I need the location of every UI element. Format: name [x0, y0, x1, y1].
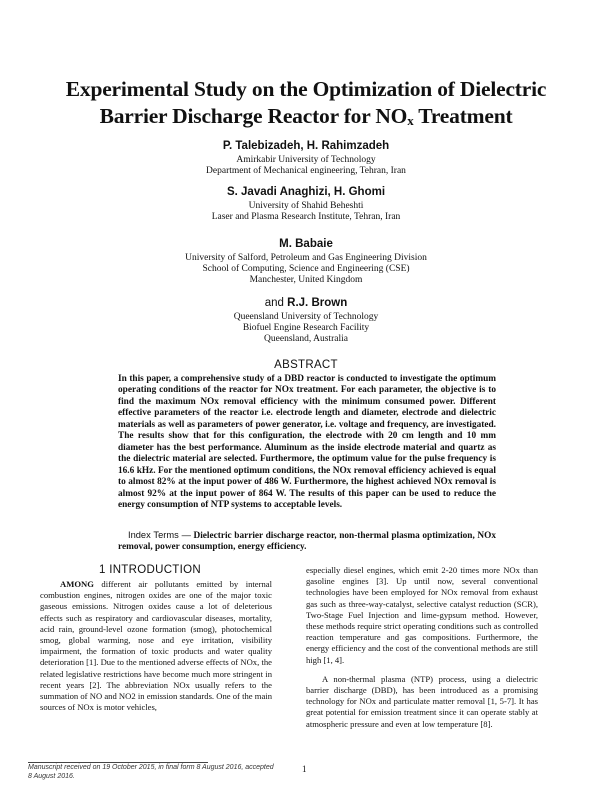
index-terms-label: Index Terms —: [128, 530, 191, 540]
paragraph: especially diesel engines, which emit 2-20 times more NOx than gasoline engines [3]. Up until now, several conventional technologies have been employed for NOx removal from exhaust gas such as three-way-catalyst, selective catalyst reduction (SCR), Two-Stage Fuel Injection and lime-gypsum method. However, these methods require strict operating conditions such as controlled reaction temperature and gas compositions. Furthermore, the energy efficiency and the cost of the conventional methods are still high [1, 4].: [306, 565, 538, 665]
author-group-3: M. Babaie: [279, 238, 333, 250]
title-line-2-end: Treatment: [413, 104, 513, 128]
paragraph: A non-thermal plasma (NTP) process, using a dielectric barrier discharge (DBD), has been introduced as a promising technology for NOx and particulate matter removal [1, 5-7]. It has great potential for emission treatment since it can operate stably at atmospheric pressure and even at low temperature [8].: [306, 673, 538, 729]
affiliation-3: [40, 253, 572, 286]
body-column-right: [306, 565, 538, 730]
affiliation-line: Queensland, Australia: [264, 334, 348, 344]
author-group-2: S. Javadi Anaghizi, H. Ghomi: [226, 186, 386, 198]
abstract-text: In this paper, a comprehensive study of a DBD reactor is conducted to investigate the optimum operating conditions of the reactor for NOx treatment. For each parameter, the objective is to find the maximum NOx removal efficiency with the minimum consumed power. Different effective parameters of the reactor i.e. electrode length and diameter, electrode and dielectric materials as well as parameters of power generator, i.e. voltage and frequency, are investigated. The results show that for this configuration, the electrode with 20 cm length and 10 mm diameter has the best performance. Aluminum as the inside electrode material and quartz as the dielectric material are selected. Furthermore, the optimum value for the pulse frequency is 16.6 kHz. For the mentioned optimum conditions, the NOx removal efficiency achieved is equal to almost 82% at the input power of 486 W. Furthermore, the highest achieved NOx removal is almost 92% at the input power of 864 W. The results of this paper can be used to reduce the energy consumption of NTP systems to acceptable levels.: [118, 374, 496, 510]
author-prefix: and: [264, 297, 288, 309]
affiliation-line: Department of Mechanical engineering, Tehran, Iran: [206, 166, 406, 176]
affiliation-line: University of Shahid Beheshti: [248, 201, 364, 211]
affiliation-2: [40, 201, 572, 223]
section-heading: 1 INTRODUCTION: [99, 564, 201, 576]
affiliation-line: Laser and Plasma Research Institute, Tehran, Iran: [211, 212, 401, 222]
body-column-left: [40, 579, 272, 713]
author-names: R.J. Brown: [287, 297, 348, 309]
paper-title: [40, 76, 572, 134]
author-group-4: [40, 297, 572, 309]
affiliation-line: Amirkabir University of Technology: [236, 155, 376, 165]
lead-word: AMONG: [60, 579, 94, 589]
affiliation-4: [40, 312, 572, 345]
affiliation-line: School of Computing, Science and Engineering (CSE): [202, 264, 410, 274]
affiliation-line: Manchester, United Kingdom: [249, 275, 363, 285]
affiliation-line: University of Salford, Petroleum and Gas Engineering Division: [185, 253, 427, 263]
title-line-1: Experimental Study on the Optimization of Dielectric: [65, 77, 547, 101]
paragraph-text: different air pollutants emitted by internal combustion engines, nitrogen oxides are one of the major toxic gaseous emissions. Nitrogen oxides cause a lot of deleterious effects such as respiratory and cardiovascular diseases, mortality, acid rain, ground-level ozone formation (smog), photochemical smog, global warming, nose and eye irritation, visibility impairment, the formation of toxic products and water quality deterioration [1]. Due to the mentioned adverse effects of NOx, the related legislative restrictions have become much more stringent in recent years [2]. The abbreviation NOx usually refers to the summation of NO and NO2 in emission standards. One of the main sources of NOx is motor vehicles,: [40, 579, 272, 713]
abstract-heading: ABSTRACT: [274, 359, 338, 371]
page-number: 1: [302, 764, 307, 774]
footnote: Manuscript received on 19 October 2015, in final form 8 August 2016, accepted 8 August 2016.: [28, 764, 274, 780]
index-terms: [118, 530, 496, 554]
affiliation-1: [40, 155, 572, 177]
title-line-2: [40, 103, 572, 134]
index-terms-keywords: Dielectric barrier discharge reactor, non-thermal plasma optimization, NOx removal, power consumption, energy efficiency.: [118, 531, 496, 553]
title-line-2-main: Barrier Discharge Reactor for NO: [99, 104, 408, 128]
affiliation-line: Queensland University of Technology: [233, 312, 379, 322]
title-subscript: x: [407, 113, 414, 128]
affiliation-line: Biofuel Engine Research Facility: [242, 323, 370, 333]
author-group-1: P. Talebizadeh, H. Rahimzadeh: [222, 140, 390, 152]
